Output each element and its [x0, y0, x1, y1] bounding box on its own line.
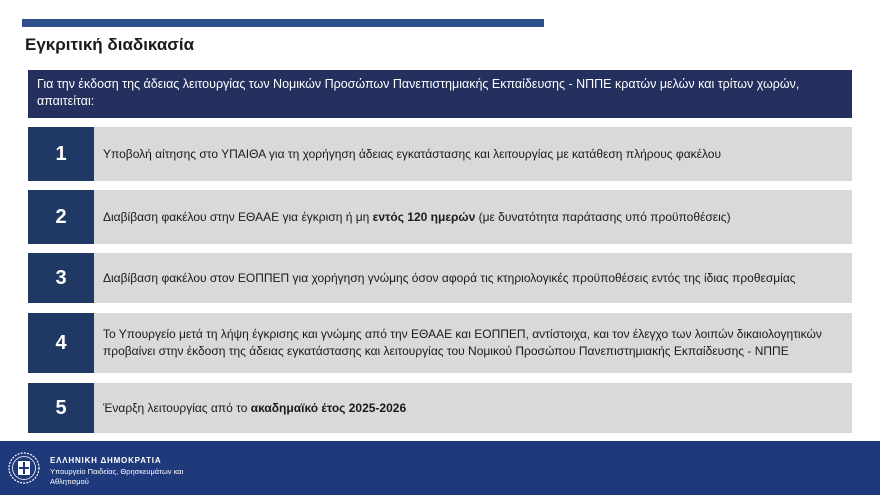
page-title: Εγκριτική διαδικασία [25, 35, 195, 54]
step-number: 4 [28, 313, 94, 373]
footer-bar [0, 441, 880, 495]
step-text-pre: Έναρξη λειτουργίας από το [103, 400, 251, 415]
step-text [94, 190, 852, 244]
step-4 [28, 313, 852, 373]
step-number: 3 [28, 253, 94, 303]
step-2 [28, 190, 852, 244]
step-text-pre: Διαβίβαση φακέλου στην ΕΘΑΑΕ για έγκριση ή μη [103, 209, 373, 224]
step-text: Υποβολή αίτησης στο ΥΠΑΙΘΑ για τη χορήγηση άδειας εγκατάστασης και λειτουργίας με κατάθεση πλήρους φακέλου [103, 146, 722, 161]
step-text-bold: εντός 120 ημερών [372, 209, 476, 224]
top-accent-bar [22, 19, 544, 27]
step-text [94, 383, 852, 433]
footer-ministry: Υπουργείο Παιδείας, Θρησκευμάτων και Αθλητισμού [50, 467, 184, 486]
step-1 [28, 127, 852, 181]
step-number: 5 [28, 383, 94, 433]
step-text: Το Υπουργείο μετά τη λήψη έγκρισης και γνώμης από την ΕΘΑΑΕ και ΕΟΠΠΕΠ, αντίστοιχα, και τον έλεγχο των λοιπών δικαιολογητικών προβαίνει στην έκδοση της άδειας εγκατάστασης και λειτουργίας του Νομικού Προσώπου Πανεπιστημιακής Εκπαίδευσης - ΝΠΠΕ [103, 327, 822, 358]
step-number: 2 [28, 190, 94, 244]
step-3 [28, 253, 852, 303]
footer-org: ΕΛΛΗΝΙΚΗ ΔΗΜΟΚΡΑΤΙΑ [50, 456, 162, 465]
greek-emblem-icon [8, 452, 40, 484]
step-text-post: (με δυνατότητα παράτασης υπό προϋποθέσεις) [475, 209, 731, 224]
step-text-bold: ακαδημαϊκό έτος 2025-2026 [250, 400, 407, 415]
step-5 [28, 383, 852, 433]
step-number: 1 [28, 127, 94, 181]
step-text: Διαβίβαση φακέλου στον ΕΟΠΠΕΠ για χορήγηση γνώμης όσον αφορά τις κτηριολογικές προϋποθέσεις εντός της ίδιας προθεσμίας [103, 270, 796, 285]
intro-banner: Για την έκδοση της άδειας λειτουργίας των Νομικών Προσώπων Πανεπιστημιακής Εκπαίδευσης - ΝΠΠΕ κρατών μελών και τρίτων χωρών, απαιτείται: [28, 70, 852, 118]
